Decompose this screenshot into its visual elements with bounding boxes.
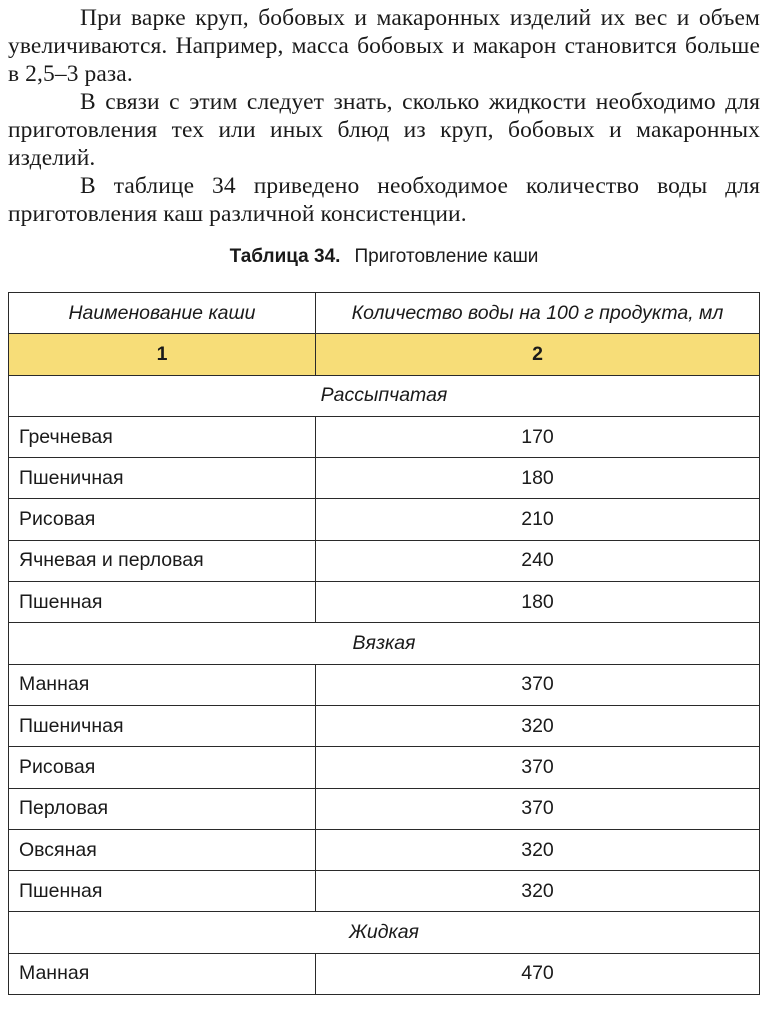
water-amount: 320	[316, 829, 760, 870]
water-amount: 170	[316, 416, 760, 457]
porridge-name: Манная	[9, 953, 316, 994]
section-row	[9, 375, 760, 416]
intro-text	[8, 4, 760, 228]
water-amount: 210	[316, 499, 760, 540]
column-number-1: 1	[9, 334, 316, 375]
table-row	[9, 953, 760, 994]
section-title: Жидкая	[9, 912, 760, 953]
table-row	[9, 499, 760, 540]
water-amount: 180	[316, 458, 760, 499]
water-amount: 470	[316, 953, 760, 994]
section-title: Рассыпчатая	[9, 375, 760, 416]
water-amount: 370	[316, 788, 760, 829]
column-number-row	[9, 334, 760, 375]
section-row	[9, 623, 760, 664]
table-row	[9, 747, 760, 788]
table-title: Приготовление каши	[354, 246, 539, 267]
table-row	[9, 871, 760, 912]
table-caption	[0, 245, 768, 269]
water-amount: 180	[316, 582, 760, 623]
porridge-name: Гречневая	[9, 416, 316, 457]
water-amount: 370	[316, 747, 760, 788]
water-amount: 370	[316, 664, 760, 705]
table-row	[9, 664, 760, 705]
table-row	[9, 829, 760, 870]
porridge-name: Перловая	[9, 788, 316, 829]
water-amount: 320	[316, 705, 760, 746]
porridge-name: Рисовая	[9, 747, 316, 788]
porridge-name: Пшенная	[9, 871, 316, 912]
header-water: Количество воды на 100 г продукта, мл	[316, 293, 760, 334]
header-name: Наименование каши	[9, 293, 316, 334]
porridge-name: Рисовая	[9, 499, 316, 540]
porridge-name: Пшенная	[9, 582, 316, 623]
section-row	[9, 912, 760, 953]
table-row	[9, 788, 760, 829]
porridge-name: Ячневая и перловая	[9, 540, 316, 581]
table-row	[9, 540, 760, 581]
intro-paragraph-2: В связи с этим следует знать, сколько жидкости необходимо для приготовления тех или иных блюд из круп, бобовых и макаронных изделий.	[8, 89, 760, 171]
column-number-2: 2	[316, 334, 760, 375]
intro-paragraph-3: В таблице 34 приведено необходимое количество воды для приготовления каш различной консистенции.	[8, 173, 760, 227]
intro-paragraph-1: При варке круп, бобовых и макаронных изделий их вес и объем увеличиваются. Например, масса бобовых и макарон становится больше в 2,5–3 раза.	[8, 5, 760, 87]
table-row	[9, 416, 760, 457]
table-number: Таблица 34.	[229, 246, 341, 267]
table-header-row	[9, 293, 760, 334]
porridge-name: Овсяная	[9, 829, 316, 870]
porridge-name: Пшеничная	[9, 705, 316, 746]
table-row	[9, 705, 760, 746]
porridge-name: Манная	[9, 664, 316, 705]
table-row	[9, 582, 760, 623]
water-amount: 240	[316, 540, 760, 581]
water-amount: 320	[316, 871, 760, 912]
table-row	[9, 458, 760, 499]
porridge-name: Пшеничная	[9, 458, 316, 499]
section-title: Вязкая	[9, 623, 760, 664]
porridge-table	[8, 292, 760, 995]
